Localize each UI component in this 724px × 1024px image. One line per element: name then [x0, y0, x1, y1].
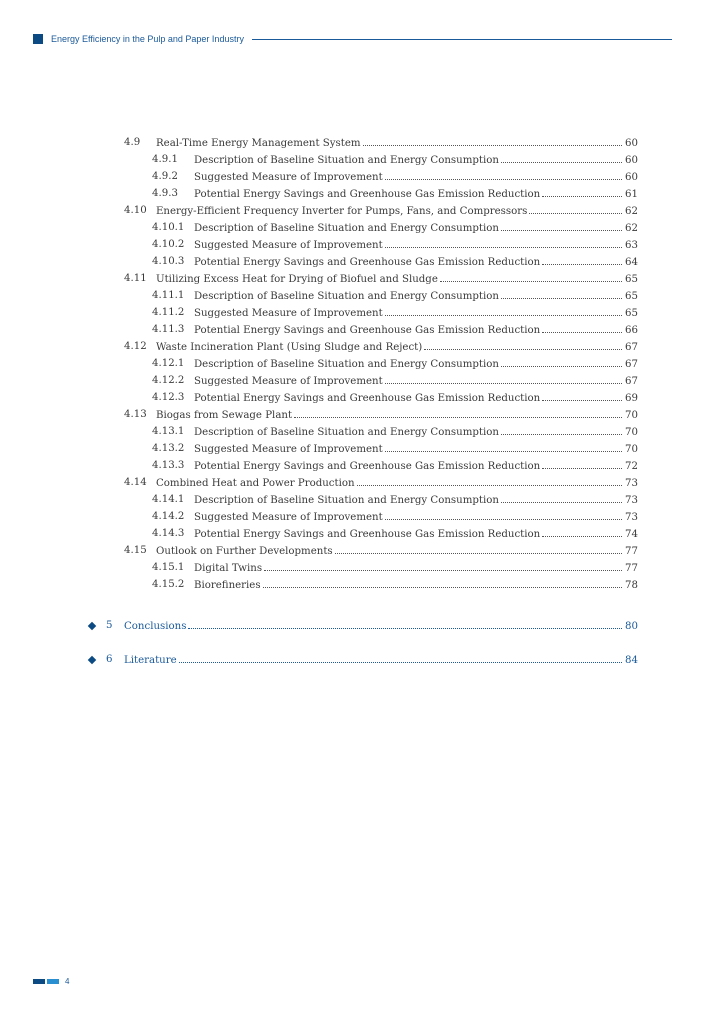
toc-entry-page: 62: [625, 223, 638, 234]
toc-entry-number: 4.14.1: [152, 494, 185, 505]
toc-entry-page: 65: [625, 308, 638, 319]
toc-leader-dots: [294, 408, 622, 418]
toc-entry-number: 4.13: [124, 409, 147, 420]
toc-leader-dots: [264, 561, 622, 571]
toc-entry[interactable]: [0, 408, 724, 422]
toc-entry[interactable]: [0, 204, 724, 218]
diamond-bullet-icon: [88, 656, 96, 664]
document-title: Energy Efficiency in the Pulp and Paper Industry: [51, 34, 244, 44]
toc-entry-number: 4.14.3: [152, 528, 185, 539]
toc-chapter-title: Conclusions: [124, 621, 187, 632]
toc-chapter-number: 6: [106, 654, 113, 665]
toc-entry-page: 73: [625, 512, 638, 523]
toc-entry[interactable]: [0, 357, 724, 371]
toc-entry[interactable]: [0, 323, 724, 337]
toc-entry-title: Combined Heat and Power Production: [156, 478, 355, 489]
toc-entry[interactable]: [0, 221, 724, 235]
toc-entry[interactable]: [0, 272, 724, 286]
toc-entry-number: 4.10.1: [152, 222, 185, 233]
toc-entry[interactable]: [0, 153, 724, 167]
toc-entry[interactable]: [0, 170, 724, 184]
toc-entry-page: 66: [625, 325, 638, 336]
toc-leader-dots: [501, 425, 622, 435]
toc-entry-title: Description of Baseline Situation and Energy Consumption: [194, 223, 499, 234]
toc-entry-page: 65: [625, 274, 638, 285]
toc-chapter-entry[interactable]: [0, 619, 724, 633]
toc-leader-dots: [542, 391, 622, 401]
toc-entry-page: 69: [625, 393, 638, 404]
toc-entry-title: Suggested Measure of Improvement: [194, 308, 383, 319]
toc-leader-dots: [542, 187, 622, 197]
page-number: 4: [65, 976, 70, 986]
toc-leader-dots: [542, 527, 622, 537]
toc-chapter-number: 5: [106, 620, 113, 631]
toc-entry-number: 4.10: [124, 205, 147, 216]
toc-entry-title: Suggested Measure of Improvement: [194, 240, 383, 251]
toc-entry[interactable]: [0, 510, 724, 524]
toc-entry-number: 4.15.2: [152, 579, 185, 590]
toc-entry-page: 73: [625, 478, 638, 489]
toc-entry[interactable]: [0, 442, 724, 456]
toc-entry-number: 4.12.2: [152, 375, 185, 386]
toc-leader-dots: [501, 221, 622, 231]
toc-leader-dots: [424, 340, 622, 350]
toc-entry-number: 4.9: [124, 137, 141, 148]
toc-entry-title: Description of Baseline Situation and Energy Consumption: [194, 155, 499, 166]
toc-entry[interactable]: [0, 578, 724, 592]
page-header: [33, 33, 672, 45]
toc-entry-page: 61: [625, 189, 638, 200]
toc-entry[interactable]: [0, 289, 724, 303]
toc-entry[interactable]: [0, 340, 724, 354]
toc-entry-page: 60: [625, 155, 638, 166]
toc-leader-dots: [542, 323, 622, 333]
toc-entry-number: 4.11.2: [152, 307, 185, 318]
toc-entry-title: Description of Baseline Situation and Energy Consumption: [194, 359, 499, 370]
toc-entry-number: 4.9.2: [152, 171, 178, 182]
toc-entry-title: Outlook on Further Developments: [156, 546, 333, 557]
toc-entry[interactable]: [0, 476, 724, 490]
toc-entry[interactable]: [0, 136, 724, 150]
toc-entry-title: Waste Incineration Plant (Using Sludge and Reject): [156, 342, 423, 353]
toc-leader-dots: [501, 289, 622, 299]
toc-entry-page: 70: [625, 410, 638, 421]
diamond-bullet-icon: [88, 622, 96, 630]
toc-chapter-page: 84: [625, 655, 638, 666]
toc-entry-title: Potential Energy Savings and Greenhouse Gas Emission Reduction: [194, 189, 541, 200]
toc-entry-number: 4.12.1: [152, 358, 185, 369]
toc-entry-title: Potential Energy Savings and Greenhouse Gas Emission Reduction: [194, 461, 541, 472]
toc-entry-page: 77: [625, 546, 638, 557]
toc-leader-dots: [501, 153, 622, 163]
toc-chapter-page: 80: [625, 621, 638, 632]
toc-entry-number: 4.13.2: [152, 443, 185, 454]
toc-leader-dots: [179, 653, 622, 663]
toc-leader-dots: [501, 357, 622, 367]
toc-entry[interactable]: [0, 238, 724, 252]
toc-entry-page: 60: [625, 172, 638, 183]
toc-entry[interactable]: [0, 544, 724, 558]
toc-entry-number: 4.12.3: [152, 392, 185, 403]
toc-entry-page: 74: [625, 529, 638, 540]
toc-entry-page: 67: [625, 376, 638, 387]
toc-entry-number: 4.14.2: [152, 511, 185, 522]
toc-leader-dots: [335, 544, 622, 554]
toc-entry-number: 4.11.1: [152, 290, 185, 301]
toc-entry-page: 60: [625, 138, 638, 149]
toc-entry-title: Energy-Efficient Frequency Inverter for Pumps, Fans, and Compressors: [156, 206, 528, 217]
toc-entry[interactable]: [0, 527, 724, 541]
toc-entry-page: 73: [625, 495, 638, 506]
toc-leader-dots: [385, 510, 622, 520]
toc-entry-number: 4.9.1: [152, 154, 178, 165]
toc-leader-dots: [385, 442, 622, 452]
toc-entry-title: Digital Twins: [194, 563, 263, 574]
toc-entry[interactable]: [0, 459, 724, 473]
toc-entry-number: 4.13.1: [152, 426, 185, 437]
toc-leader-dots: [263, 578, 622, 588]
toc-entry-page: 67: [625, 359, 638, 370]
toc-entry-number: 4.10.2: [152, 239, 185, 250]
toc-leader-dots: [357, 476, 622, 486]
toc-entry-number: 4.15: [124, 545, 147, 556]
toc-entry-title: Potential Energy Savings and Greenhouse Gas Emission Reduction: [194, 325, 541, 336]
toc-entry[interactable]: [0, 255, 724, 269]
toc-entry-title: Description of Baseline Situation and Energy Consumption: [194, 291, 499, 302]
page-footer: [33, 977, 69, 985]
toc-entry-page: 78: [625, 580, 638, 591]
toc-entry-title: Description of Baseline Situation and Energy Consumption: [194, 427, 499, 438]
toc-entry-page: 77: [625, 563, 638, 574]
toc-entry-number: 4.14: [124, 477, 147, 488]
toc-entry-title: Biorefineries: [194, 580, 261, 591]
toc-entry[interactable]: [0, 374, 724, 388]
toc-entry-title: Suggested Measure of Improvement: [194, 376, 383, 387]
toc-entry-page: 65: [625, 291, 638, 302]
toc-entry[interactable]: [0, 306, 724, 320]
toc-leader-dots: [385, 238, 622, 248]
toc-entry-number: 4.15.1: [152, 562, 185, 573]
toc-entry-number: 4.10.3: [152, 256, 185, 267]
header-square-icon: [33, 34, 43, 44]
toc-entry-number: 4.11.3: [152, 324, 185, 335]
toc-entry[interactable]: [0, 391, 724, 405]
toc-entry-page: 70: [625, 444, 638, 455]
header-rule: [252, 39, 672, 40]
toc-leader-dots: [385, 306, 622, 316]
toc-entry-page: 62: [625, 206, 638, 217]
toc-entry-title: Real-Time Energy Management System: [156, 138, 361, 149]
toc-entry[interactable]: [0, 561, 724, 575]
toc-entry-page: 72: [625, 461, 638, 472]
toc-chapter-title: Literature: [124, 655, 177, 666]
toc-leader-dots: [385, 170, 622, 180]
toc-entry-title: Potential Energy Savings and Greenhouse Gas Emission Reduction: [194, 529, 541, 540]
footer-bar-light-icon: [47, 979, 59, 984]
toc-leader-dots: [440, 272, 622, 282]
toc-entry-number: 4.13.3: [152, 460, 185, 471]
toc-entry-title: Suggested Measure of Improvement: [194, 444, 383, 455]
toc-leader-dots: [363, 136, 622, 146]
toc-entry-number: 4.12: [124, 341, 147, 352]
toc-entry-title: Description of Baseline Situation and Energy Consumption: [194, 495, 499, 506]
toc-entry[interactable]: [0, 425, 724, 439]
footer-bar-dark-icon: [33, 979, 45, 984]
toc-entry-page: 70: [625, 427, 638, 438]
toc-leader-dots: [542, 459, 622, 469]
toc-leader-dots: [529, 204, 622, 214]
toc-entry-number: 4.11: [124, 273, 147, 284]
toc-entry-title: Potential Energy Savings and Greenhouse Gas Emission Reduction: [194, 393, 541, 404]
toc-entry-title: Suggested Measure of Improvement: [194, 172, 383, 183]
toc-entry-title: Suggested Measure of Improvement: [194, 512, 383, 523]
toc-entry-number: 4.9.3: [152, 188, 178, 199]
toc-leader-dots: [385, 374, 622, 384]
toc-entry-page: 64: [625, 257, 638, 268]
toc-leader-dots: [501, 493, 622, 503]
toc-entry-title: Utilizing Excess Heat for Drying of Biofuel and Sludge: [156, 274, 438, 285]
toc-chapter-entry[interactable]: [0, 653, 724, 667]
toc-entry[interactable]: [0, 187, 724, 201]
toc-entry[interactable]: [0, 493, 724, 507]
toc-leader-dots: [188, 619, 622, 629]
toc-entry-page: 63: [625, 240, 638, 251]
toc-entry-page: 67: [625, 342, 638, 353]
toc-leader-dots: [542, 255, 622, 265]
toc-entry-title: Biogas from Sewage Plant: [156, 410, 293, 421]
toc-entry-title: Potential Energy Savings and Greenhouse Gas Emission Reduction: [194, 257, 541, 268]
